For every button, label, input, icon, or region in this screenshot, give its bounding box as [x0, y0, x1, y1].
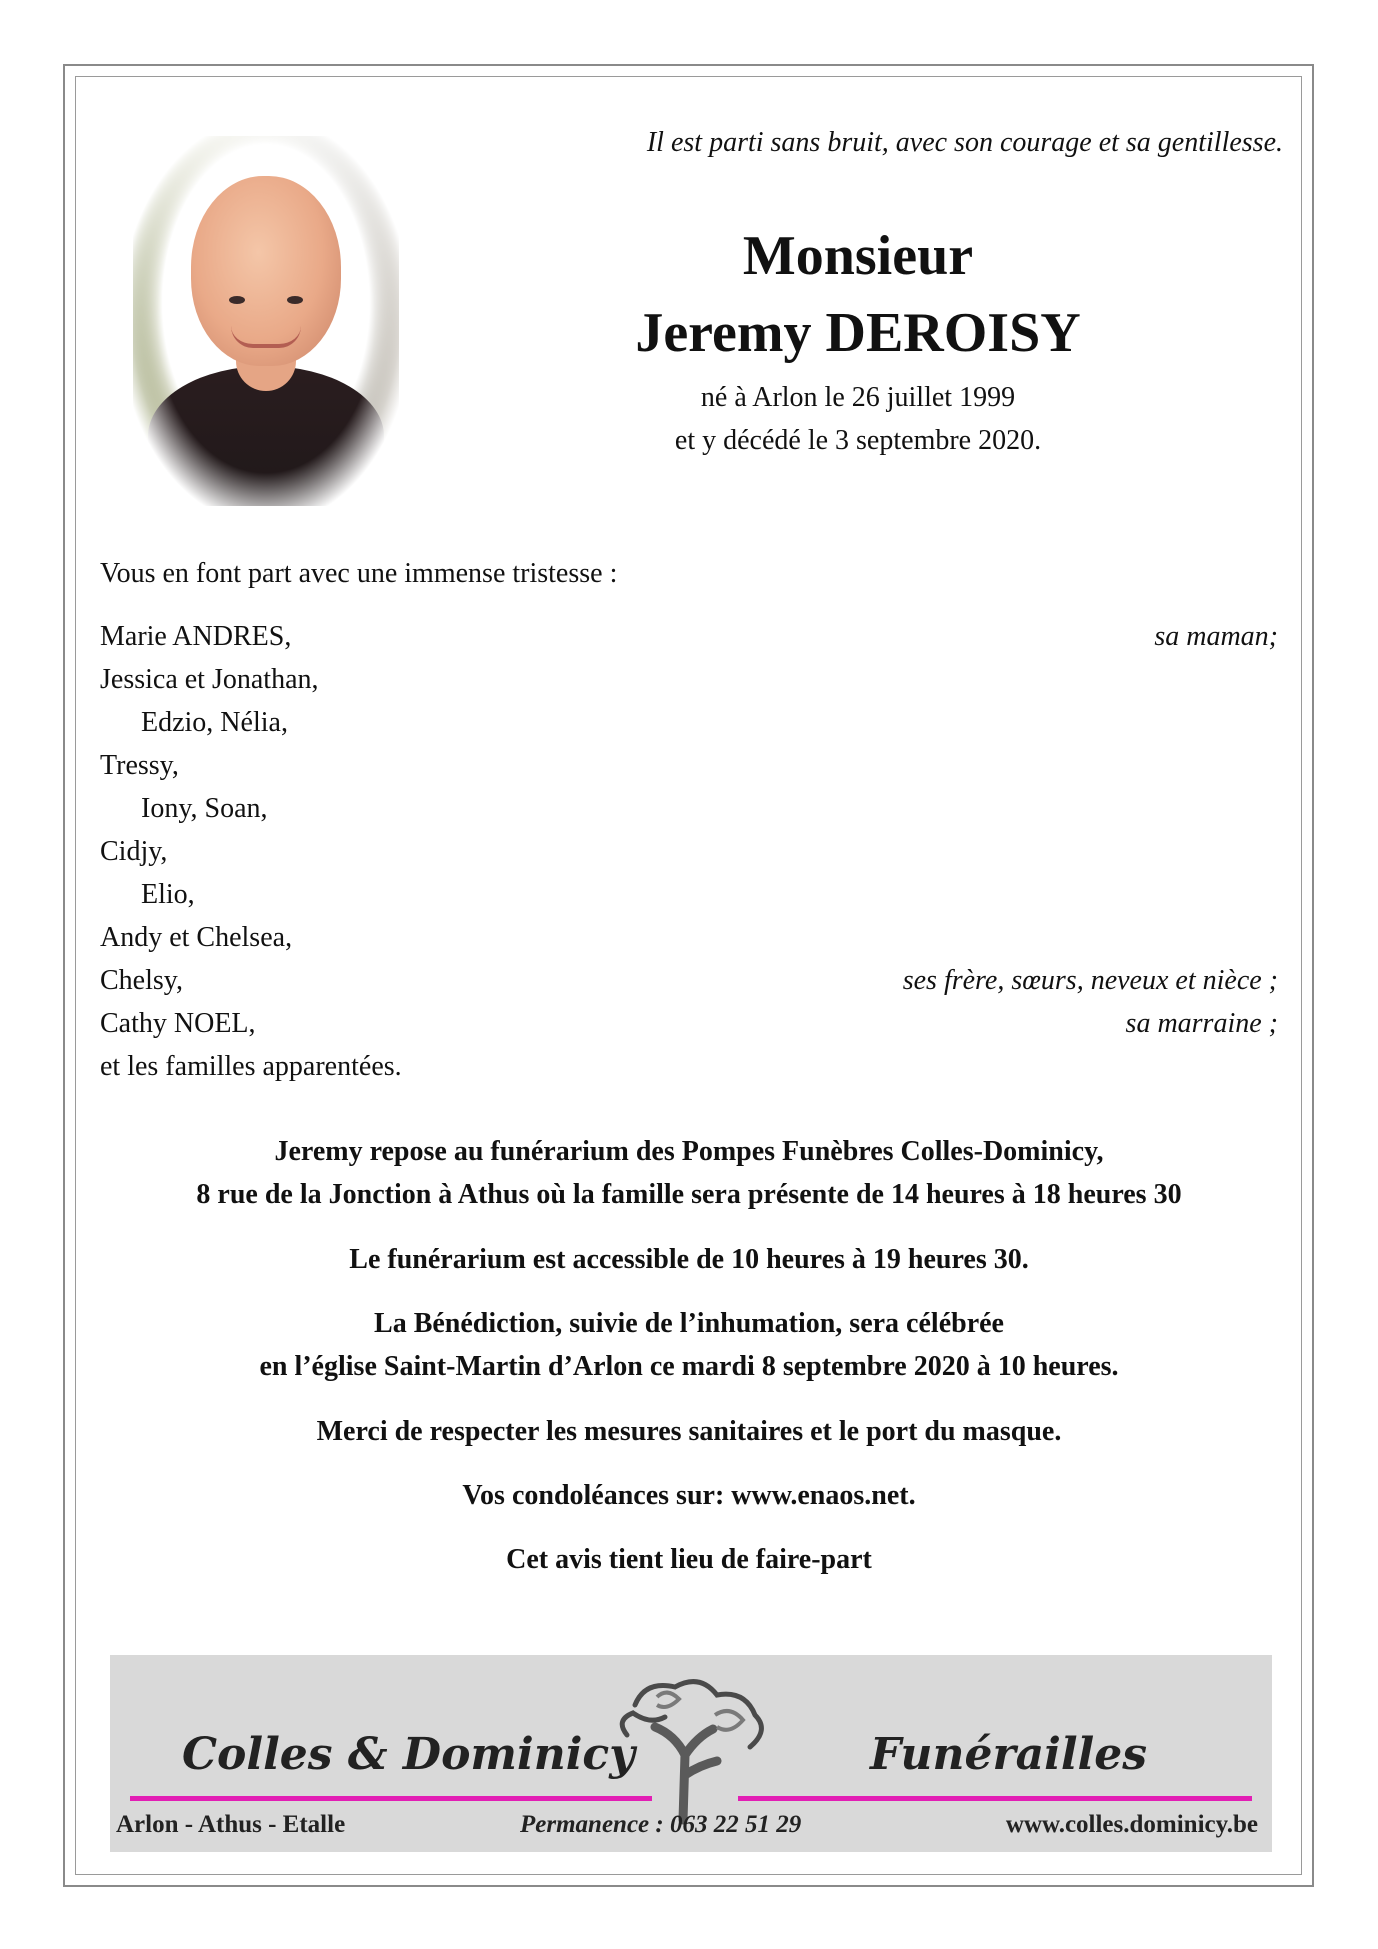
- website-link: www.colles.dominicy.be: [1005, 1811, 1258, 1838]
- deceased-name: Jeremy DEROISY: [635, 302, 1081, 364]
- portrait-photo: [133, 136, 399, 506]
- faire-part-notice: Cet avis tient lieu de faire-part: [506, 1544, 872, 1575]
- family-member: Chelsy,: [100, 965, 183, 996]
- benediction-line-2: en l’église Saint-Martin d’Arlon ce mardi 8 septembre 2020 à 10 heures.: [259, 1351, 1119, 1382]
- family-member: Andy et Chelsea,: [100, 922, 293, 953]
- family-member: Edzio, Nélia,: [141, 707, 288, 738]
- death-date: et y décédé le 3 septembre 2020.: [674, 425, 1042, 456]
- accent-line-left: [130, 1796, 652, 1801]
- relation-siblings: ses frère, sœurs, neveux et nièce ;: [902, 965, 1278, 996]
- intro-text: Vous en font part avec une immense tristesse :: [100, 558, 618, 589]
- family-member: Jessica et Jonathan,: [100, 664, 319, 695]
- tree-logo-icon: [605, 1665, 785, 1825]
- access-hours: Le funérarium est accessible de 10 heures à 19 heures 30.: [349, 1244, 1029, 1275]
- relation-maman: sa maman;: [1154, 621, 1278, 652]
- family-member: Cidjy,: [100, 836, 168, 867]
- family-member: Elio,: [141, 879, 195, 910]
- family-member: Iony, Soan,: [141, 793, 268, 824]
- family-member: Cathy NOEL,: [100, 1008, 256, 1039]
- sanitary-notice: Merci de respecter les mesures sanitaires et le port du masque.: [316, 1416, 1062, 1447]
- birth-date: né à Arlon le 26 juillet 1999: [700, 382, 1016, 413]
- family-member: Marie ANDRES,: [100, 621, 292, 652]
- family-member: et les familles apparentées.: [100, 1051, 402, 1082]
- accent-line-right: [738, 1796, 1252, 1801]
- relation-marraine: sa marraine ;: [1125, 1008, 1278, 1039]
- condolences-link: Vos condoléances sur: www.enaos.net.: [462, 1480, 916, 1511]
- funeral-home-banner: [110, 1655, 1272, 1852]
- title-honorific: Monsieur: [742, 225, 974, 287]
- repose-line-1: Jeremy repose au funérarium des Pompes Funèbres Colles-Dominicy,: [274, 1136, 1104, 1167]
- benediction-line-1: La Bénédiction, suivie de l’inhumation, sera célébrée: [374, 1308, 1004, 1339]
- brand-tagline: Funérailles: [870, 1729, 1148, 1780]
- locations: Arlon - Athus - Etalle: [116, 1811, 346, 1838]
- family-member: Tressy,: [100, 750, 179, 781]
- repose-line-2: 8 rue de la Jonction à Athus où la famille sera présente de 14 heures à 18 heures 30: [196, 1179, 1182, 1210]
- quote: Il est parti sans bruit, avec son courage et sa gentillesse.: [646, 127, 1283, 158]
- brand-name: Colles & Dominicy: [182, 1729, 635, 1780]
- permanence-phone: Permanence : 063 22 51 29: [520, 1811, 802, 1838]
